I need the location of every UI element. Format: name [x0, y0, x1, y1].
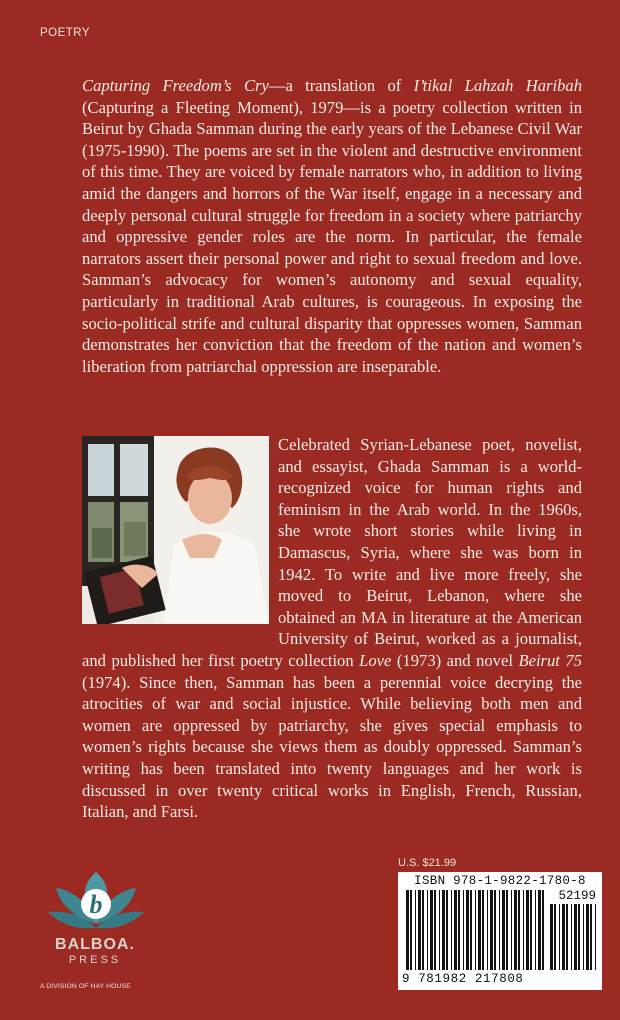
blurb-text-1: —a translation of — [268, 76, 414, 95]
barcode-bar — [430, 890, 433, 970]
love-title: Love — [359, 650, 392, 670]
barcode-bar — [526, 890, 529, 970]
barcode-bar — [586, 904, 589, 970]
beirut-75-title: Beirut 75 — [518, 650, 582, 670]
barcode-addon-bars — [550, 904, 596, 970]
author-bio — [82, 434, 582, 823]
publisher-logo — [40, 868, 152, 998]
isbn-barcode — [398, 872, 602, 990]
addon-digits: 52199 — [558, 889, 596, 903]
barcode-bar — [578, 904, 580, 970]
barcode-bar — [442, 890, 445, 970]
barcode-bar — [439, 890, 440, 970]
barcode-bar — [494, 890, 496, 970]
author-bio-text: Celebrated Syrian-Lebanese poet, novelist, and essayist, Ghada Samman is a world-recognized voice for human rights and feminism in the Arab world. In the 1960s, she wrote short stories while living in Damascus, Syria, where she was born in 1942. To write and live more freely, she moved to Beirut, Lebanon, where she obtained an MA in literature at the American University of Beirut, worked as a journalist, and published her first poetry collection Love (1973) and novel Beirut 75 (1974). Since then, Samman has been a perennial voice decrying the atrocities of war and social injustice. While believing both men and women are oppressed by patriarchy, she gives special emphasis to women’s rights because she views them as doubly oppressed. Samman’s writing has been translated into twenty languages and her work is discussed in over twenty critical works in English, French, Russian, Italian, and Farsi. — [82, 435, 582, 822]
barcode-bar — [427, 890, 428, 970]
barcode-bar — [571, 904, 572, 970]
barcode-bar — [470, 890, 472, 970]
barcode-bar — [595, 904, 596, 970]
barcode-bar — [538, 890, 541, 970]
barcode-bar — [422, 890, 424, 970]
barcode-bar — [583, 904, 584, 970]
barcode-bar — [554, 904, 556, 970]
barcode-bar — [530, 890, 532, 970]
barcode-bar — [487, 890, 488, 970]
barcode-bar — [475, 890, 476, 970]
barcode-bar — [523, 890, 524, 970]
original-title: I’tikal Lahzah Haribah — [413, 76, 583, 95]
barcode-bar — [458, 890, 460, 970]
barcode-bar — [590, 904, 592, 970]
ean-digits: 9 781982 217808 — [402, 972, 524, 986]
barcode-bar — [406, 890, 409, 970]
barcode-bar — [550, 904, 553, 970]
barcode-bar — [446, 890, 448, 970]
publisher-press: PRESS — [68, 954, 122, 966]
book-title: Capturing Freedom’s Cry — [82, 76, 269, 95]
barcode-bar — [506, 890, 508, 970]
barcode-bar — [418, 890, 421, 970]
barcode-bar — [499, 890, 500, 970]
barcode-bar — [415, 890, 416, 970]
logo-letter: b — [89, 890, 103, 919]
genre-label: POETRY — [40, 27, 91, 39]
barcode-bar — [410, 890, 412, 970]
barcode-bar — [482, 890, 484, 970]
barcode-bar — [463, 890, 464, 970]
barcode-bar — [574, 904, 577, 970]
barcode-bar — [514, 890, 517, 970]
publisher-name: BALBOA. — [55, 936, 135, 953]
lotus-icon — [40, 868, 152, 938]
barcode-bars — [406, 890, 546, 974]
barcode-bar — [502, 890, 505, 970]
barcode-bar — [535, 890, 536, 970]
barcode-bar — [466, 890, 469, 970]
barcode-bar — [518, 890, 520, 970]
barcode-bar — [559, 904, 560, 970]
barcode-bar — [478, 890, 481, 970]
barcode-bar — [511, 890, 512, 970]
barcode-bar — [434, 890, 436, 970]
barcode-bar — [490, 890, 493, 970]
barcode-bar — [542, 890, 544, 970]
barcode-bar — [566, 904, 568, 970]
barcode-bar — [562, 904, 565, 970]
isbn-text: ISBN 978-1-9822-1780-8 — [414, 874, 586, 888]
barcode-bar — [451, 890, 452, 970]
back-cover-blurb — [82, 75, 582, 377]
price-label: U.S. $21.99 — [398, 857, 457, 869]
publisher-division: A DIVISION OF HAY HOUSE — [40, 983, 131, 990]
blurb-text-2: (Capturing a Fleeting Moment), 1979—is a poetry collection written in Beirut by Ghada Samman during the early years of the Lebanese Civil War (1975-1990). The poems are set in the violent and destructive environment of this time. They are voiced by female narrators who, in addition to living amid the dangers and horrors of the War itself, engage in a necessary and deeply personal cultural struggle for freedom in a society where patriarchy and oppressive gender roles are the norm. In particular, the female narrators assert their personal power and right to sexual freedom and love. Samman’s advocacy for women’s autonomy and sexual equality, particularly in traditional Arab cultures, is courageous. In exposing the socio-political strife and cultural disparity that oppresses women, Samman demonstrates her conviction that the freedom of the nation and women’s liberation from patriarchal oppression are inseparable. — [82, 97, 582, 376]
barcode-bar — [454, 890, 457, 970]
